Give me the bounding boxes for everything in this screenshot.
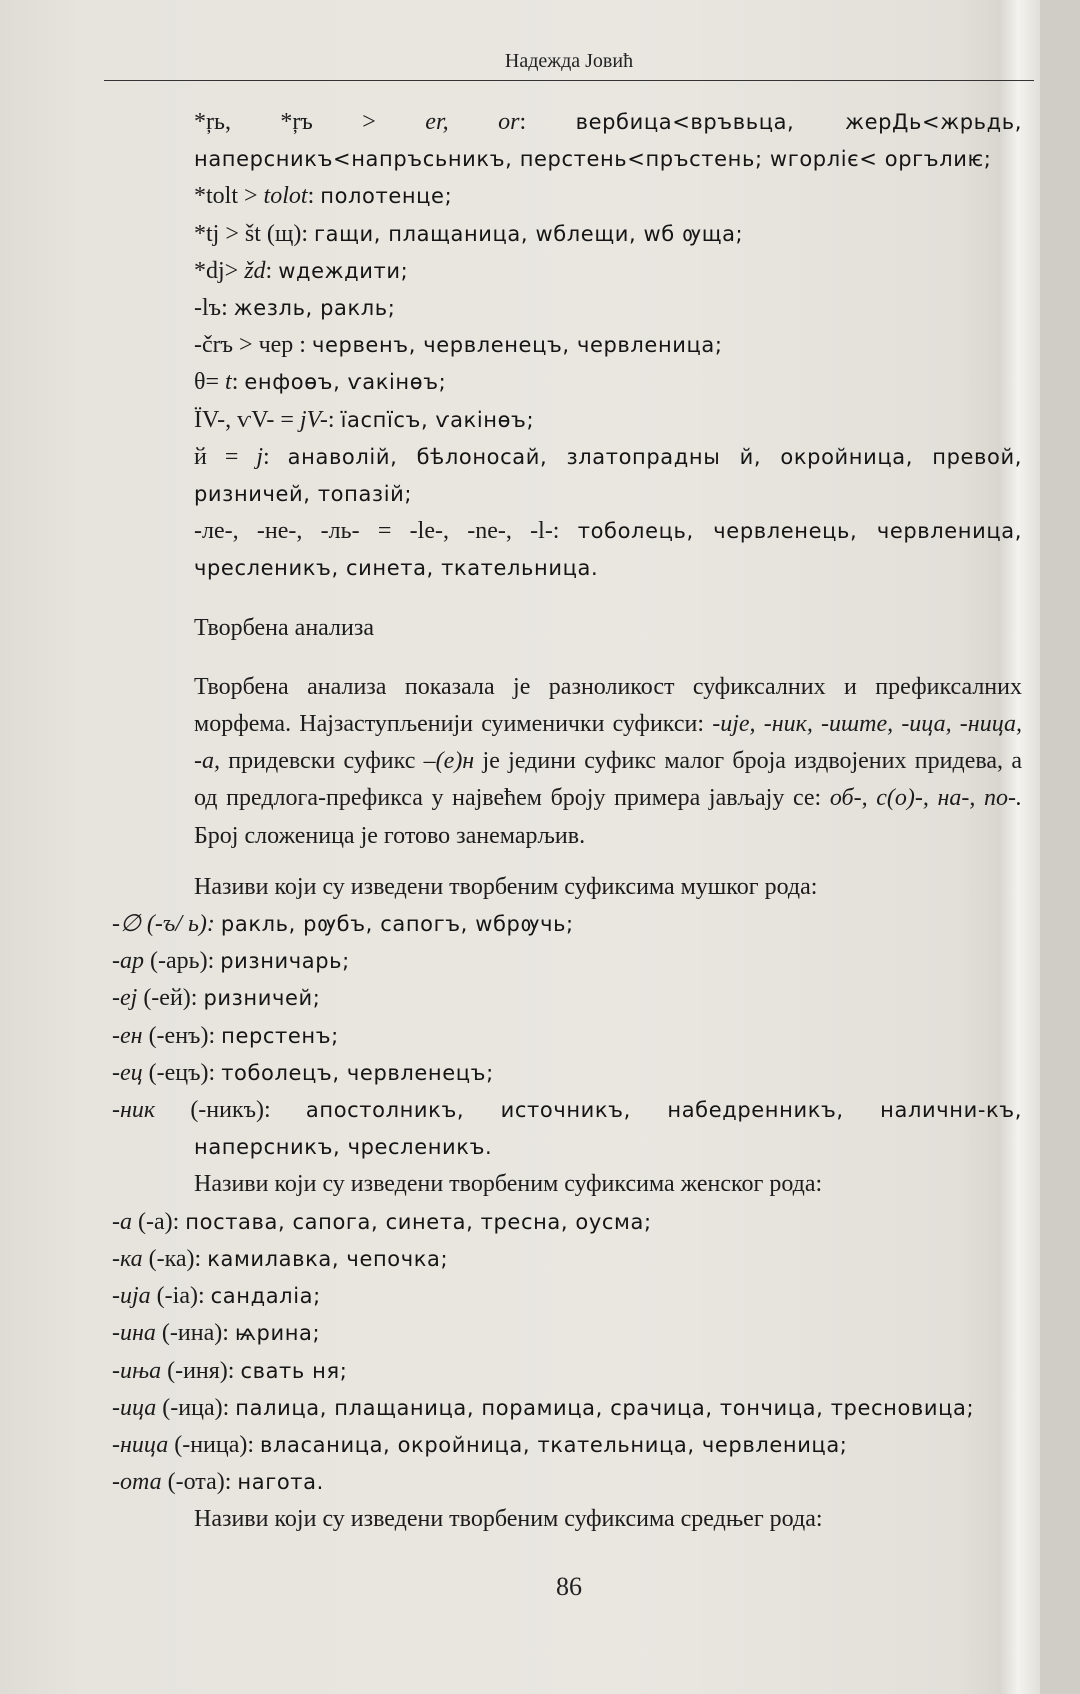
- suffix-item: [112, 1278, 1022, 1315]
- analysis-paragraph: [112, 669, 1022, 855]
- text-segment: :: [263, 443, 288, 470]
- feminine-suffix-list: [112, 1204, 1022, 1502]
- suffix-item: [112, 1055, 1022, 1092]
- italic-text: -еј: [112, 985, 144, 1012]
- text-segment: (-ецъ):: [148, 1059, 222, 1086]
- suffix-item: [112, 1018, 1022, 1055]
- neuter-intro: Називи који су изведени творбеним суфиксима средњег рода:: [194, 1506, 823, 1533]
- church-slavonic-text: перстенъ;: [221, 1023, 339, 1048]
- text-segment: -lъ:: [194, 295, 234, 322]
- suffix-item: [112, 1353, 1022, 1390]
- church-slavonic-text: полотенце;: [320, 184, 453, 209]
- text-segment: й =: [194, 443, 257, 470]
- masculine-suffix-list: [112, 906, 1022, 1166]
- church-slavonic-text: гащи, плащаница, wблещи, wб ѹща;: [314, 221, 744, 246]
- text-segment: (-ка):: [148, 1245, 208, 1272]
- suffix-item: [112, 1390, 1022, 1427]
- text-segment: (-а):: [138, 1208, 186, 1235]
- text-segment: :: [265, 257, 279, 284]
- suffix-item: [112, 1464, 1022, 1501]
- text-segment: :: [519, 109, 576, 135]
- text-segment: (-іа):: [156, 1283, 211, 1310]
- example-line: [112, 364, 1022, 401]
- church-slavonic-text: тоболецъ, червленецъ;: [221, 1060, 494, 1085]
- italic-text: -ота: [112, 1469, 168, 1496]
- italic-text: об-, с(о)-, на-, по-.: [829, 785, 1023, 812]
- italic-text: -ница: [112, 1431, 175, 1458]
- church-slavonic-text: ризничей;: [203, 986, 321, 1011]
- text-segment: је једини суфикс малог броја издвојених придева, а од предлога-префикса у највећем броју примера јављају се:: [194, 748, 1022, 812]
- text-segment: :: [231, 369, 245, 396]
- italic-text: -ар: [112, 948, 150, 975]
- example-line: [112, 216, 1022, 253]
- suffix-item: [112, 1241, 1022, 1278]
- church-slavonic-text: їаспїсъ, ѵакінѳъ;: [340, 407, 535, 432]
- suffix-item: [112, 1092, 1022, 1166]
- suffix-item: [112, 906, 1022, 943]
- italic-text: jV-: [299, 406, 328, 433]
- feminine-intro: Називи који су изведени творбеним суфиксима женског рода:: [194, 1171, 823, 1198]
- example-line: [112, 327, 1022, 364]
- text-segment: (-ица):: [162, 1394, 236, 1421]
- church-slavonic-text: ѩрина;: [234, 1321, 321, 1346]
- text-segment: *ŗь, *ŗъ >: [194, 109, 426, 135]
- church-slavonic-text: wдеждити;: [278, 258, 409, 283]
- suffix-item: [112, 1315, 1022, 1352]
- suffix-item: [112, 943, 1022, 980]
- italic-text: j: [256, 443, 264, 470]
- church-slavonic-text: анаволій, бѣлоносай, златопрадны й, окройница, превой, ризничей, топазій;: [194, 444, 1022, 507]
- page-number: 86: [556, 1572, 582, 1601]
- church-slavonic-text: постава, сапога, синета, тресна, оусма;: [185, 1209, 652, 1234]
- church-slavonic-text: ризничарь;: [220, 949, 350, 974]
- italic-text: -ец: [112, 1059, 149, 1086]
- italic-text: -ија: [112, 1283, 157, 1310]
- example-line: [112, 290, 1022, 327]
- church-slavonic-text: палица, плащаница, порамица, срачица, тончица, тресновица;: [235, 1395, 975, 1420]
- church-slavonic-text: енфоѳъ, ѵакінѳъ;: [244, 370, 447, 395]
- italic-text: -ина: [112, 1320, 162, 1347]
- text-segment: (-енъ):: [148, 1022, 222, 1049]
- text-segment: Творбена анализа показала је разноликост суфиксалних и префиксалних морфема. Најзаступљенији суименички суфикси:: [194, 673, 1022, 738]
- text-segment: θ=: [194, 369, 226, 396]
- suffix-item: [112, 980, 1022, 1017]
- text-segment: (-иня):: [167, 1357, 241, 1384]
- section-title: Творбена анализа: [194, 614, 374, 641]
- italic-text: -ица: [112, 1394, 163, 1421]
- running-header: Надежда Јовић: [504, 50, 634, 72]
- church-slavonic-text: власаница, окройница, ткательница, червленица;: [260, 1432, 848, 1457]
- church-slavonic-text: вербица<връвьца, жерДь<жрьдь, наперсникъ<напръсьникъ, перстень<пръстень; wгорліє< оргълиѥ;: [194, 110, 1023, 172]
- text-segment: (-ница):: [174, 1431, 261, 1458]
- text-segment: *tj > št (щ):: [194, 220, 315, 247]
- italic-text: -ије, -ник, -иште, -ица, -ница, -а,: [194, 711, 1022, 775]
- italic-text: žd: [244, 257, 266, 284]
- text-segment: -ле-, -не-, -ль- = -le-, -ne-, -l-:: [194, 518, 578, 545]
- italic-text: -ка: [112, 1245, 149, 1272]
- text-segment: ЇV-, ѵV- =: [194, 406, 300, 433]
- text-segment: (-ина):: [161, 1320, 235, 1347]
- text-segment: (-ей):: [143, 985, 204, 1012]
- church-slavonic-text: ракль, рѹбъ, сапогъ, wбрѹчь;: [220, 912, 574, 937]
- example-line: [112, 104, 1022, 178]
- text-segment: (-арь):: [150, 948, 221, 975]
- italic-text: -ен: [112, 1022, 149, 1049]
- church-slavonic-text: свать ня;: [240, 1358, 348, 1383]
- text-segment: -črъ > чер :: [194, 332, 312, 359]
- example-line: [112, 439, 1022, 513]
- masculine-intro: Називи који су изведени творбеним суфиксима мушког рода:: [194, 873, 818, 900]
- text-segment: (-никъ):: [190, 1097, 306, 1124]
- text-segment: :: [327, 406, 341, 433]
- text-segment: (-ота):: [167, 1469, 238, 1496]
- text-segment: :: [307, 183, 321, 210]
- italic-text: -а: [112, 1208, 138, 1235]
- church-slavonic-text: камилавка, чепочка;: [207, 1246, 449, 1271]
- example-line: [112, 178, 1022, 215]
- text-segment: придевски суфикс: [220, 748, 424, 775]
- italic-text: t: [225, 369, 232, 396]
- italic-text: -ник: [112, 1097, 191, 1124]
- suffix-item: [112, 1427, 1022, 1464]
- phonetic-examples: [112, 104, 1022, 588]
- header-rule: [104, 80, 1034, 81]
- suffix-item: [112, 1204, 1022, 1241]
- italic-text: tolot: [263, 183, 308, 210]
- example-line: [112, 513, 1022, 587]
- italic-text: er, or: [425, 109, 520, 135]
- text-segment: Број сложеница је готово занемарљив.: [194, 822, 586, 849]
- church-slavonic-text: сандаліа;: [210, 1284, 321, 1309]
- church-slavonic-text: тоболець, червленець, червленица, чресленикъ, синета, ткательница.: [194, 519, 1023, 581]
- church-slavonic-text: червенъ, червленецъ, червленица;: [311, 333, 723, 358]
- page-content: [112, 104, 1022, 1539]
- church-slavonic-text: нагота.: [237, 1470, 324, 1495]
- example-line: [112, 402, 1022, 439]
- example-line: [112, 253, 1022, 290]
- italic-text: -иња: [112, 1357, 168, 1384]
- italic-text: –(е)н: [423, 748, 475, 775]
- church-slavonic-text: жезль, ракль;: [233, 296, 396, 321]
- text-segment: *tolt >: [194, 183, 264, 210]
- italic-text: -∅ (-ъ/ ь):: [112, 911, 221, 938]
- church-slavonic-text: апостолникъ, источникъ, набедренникъ, налични-къ, наперсникъ, чресленикъ.: [194, 1098, 1022, 1160]
- text-segment: *dj>: [194, 257, 245, 284]
